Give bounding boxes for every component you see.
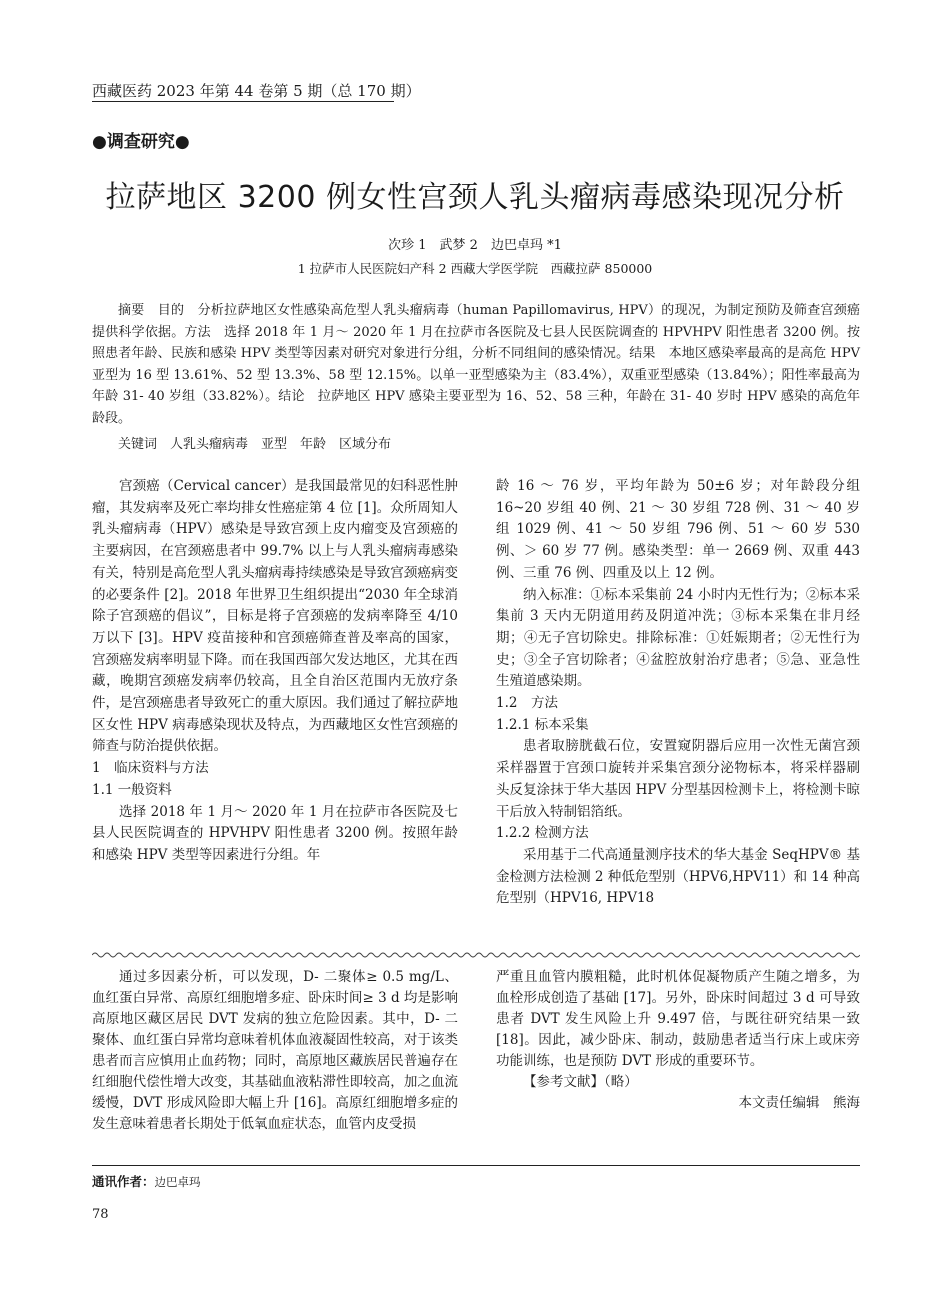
journal-header: 西藏医药 2023 年第 44 卷第 5 期（总 170 期）	[92, 82, 421, 100]
dvt-paragraph-cont: 严重且血管内膜粗糙，此时机体促凝物质产生随之增多，为血栓形成创造了基础 [17]。另外，卧床时间超过 3 d 可导致患者 DVT 发生风险上升 9.497 倍，与既往研究结果一致 [18]。因此，减少卧床、制动，鼓励患者适当行床上或床旁功能训练，也是预防 DVT 形成的重要环节。	[496, 969, 860, 1069]
affiliation: 1 拉萨市人民医院妇产科 2 西藏大学医学院 西藏拉萨 850000	[297, 261, 653, 276]
heading-1-2-1: 1.2.1 标本采集	[496, 716, 589, 733]
lower-right-column	[496, 967, 860, 1114]
article-title: 拉萨地区 3200 例女性宫颈人乳头瘤病毒感染现况分析	[105, 180, 845, 215]
wavy-divider	[92, 951, 860, 959]
sampling-paragraph: 患者取膀胱截石位，安置窥阴器后应用一次性无菌宫颈采样器置于宫颈口旋转并采集宫颈分泌物标本，将采样器刷头反复涂抹于华大基因 HPV 分型基因检测卡上，将检测卡晾干后放入特制铝箔纸。	[496, 738, 860, 820]
corresponding-author	[92, 1172, 201, 1190]
responsible-editor: 本文责任编辑 熊海	[738, 1095, 860, 1111]
left-column	[92, 476, 458, 867]
heading-1-2-2: 1.2.2 检测方法	[496, 825, 589, 842]
right-column	[496, 476, 860, 910]
corr-label: 通讯作者：	[92, 1174, 155, 1189]
corr-name: 边巴卓玛	[154, 1175, 201, 1189]
references-note: 【参考文献】（略）	[523, 1074, 638, 1090]
section-label: ●调查研究●	[92, 132, 190, 152]
header-rule	[92, 101, 394, 102]
dvt-paragraph: 通过多因素分析，可以发现，D- 二聚体≥ 0.5 mg/L、血红蛋白异常、高原红细胞增多症、卧床时间≥ 3 d 均是影响高原地区藏区居民 DVT 发病的独立危险因素。其中，D- 二聚体、血红蛋白异常均意味着机体血液凝固性较高，对于该类患者而言应慎用止血药物；同时，高原地区藏族居民普遍存在红细胞代偿性增大改变，其基础血液粘滞性即较高，加之血流缓慢，DVT 形成风险即大幅上升 [16]。高原红细胞增多症的发生意味着患者长期处于低氧血症状态，血管内皮受损	[92, 969, 458, 1132]
keywords: 关键词 人乳头瘤病毒 亚型 年龄 区域分布	[118, 437, 392, 452]
abstract: 摘要 目的 分析拉萨地区女性感染高危型人乳头瘤病毒（human Papillomavirus, HPV）的现况，为制定预防及筛查宫颈癌提供科学依据。方法 选择 2018 年 1 月～ 2020 年 1 月在拉萨市各医院及七县人民医院调查的 HPVHPV 阳性患者 3200 例。按照患者年龄、民族和感染 HPV 类型等因素对研究对象进行分组，分析不同组间的感染情况。结果 本地区感染率最高的是高危 HPV 亚型为 16 型 13.61%、52 型 13.3%、58 型 12.15%。以单一亚型感染为主（83.4%），双重亚型感染（13.84%）；阳性率最高为年龄 31- 40 岁组（33.82%）。结论 拉萨地区 HPV 感染主要亚型为 16、52、58 三种，年龄在 31- 40 岁时 HPV 感染的高危年龄段。	[92, 303, 860, 426]
criteria-paragraph: 纳入标准：①标本采集前 24 小时内无性行为；②标本采集前 3 天内无阴道用药及阴道冲洗；③标本采集在非月经期；④无子宫切除史。排除标准：①妊娠期者；②无性行为史；③全子宫切除者；④盆腔放射治疗患者；⑤急、亚急性生殖道感染期。	[496, 586, 860, 690]
heading-1: 1 临床资料与方法	[92, 760, 209, 777]
page-number: 78	[92, 1207, 109, 1222]
footer-rule	[92, 1165, 860, 1166]
authors: 次珍 1 武梦 2 边巴卓玛 *1	[388, 238, 562, 253]
detection-paragraph: 采用基于二代高通量测序技术的华大基金 SeqHPV® 基金检测方法检测 2 种低危型别（HPV6,HPV11）和 14 种高危型别（HPV16, HPV18	[496, 846, 860, 907]
general-data-paragraph: 选择 2018 年 1 月～ 2020 年 1 月在拉萨市各医院及七县人民医院调查的 HPVHPV 阳性患者 3200 例。按照年龄和感染 HPV 类型等因素进行分组。年	[92, 803, 458, 863]
intro-paragraph: 宫颈癌（Cervical cancer）是我国最常见的妇科恶性肿瘤，其发病率及死亡率均排女性癌症第 4 位 [1]。众所周知人乳头瘤病毒（HPV）感染是导致宫颈上皮内瘤变及宫颈癌的主要病因，在宫颈癌患者中 99.7% 以上与人乳头瘤病毒感染有关，特别是高危型人乳头瘤病毒持续感染是导致宫颈癌病变的必要条件 [2]。2018 年世界卫生组织提出“2030 年全球消除子宫颈癌的倡议”，目标是将子宫颈癌的发病率降至 4/10 万以下 [3]。HPV 疫苗接种和宫颈癌筛查普及率高的国家，宫颈癌发病率明显下降。而在我国西部欠发达地区，尤其在西藏，晚期宫颈癌发病率仍较高，且全自治区范围内无放疗条件，是宫颈癌患者导致死亡的重大原因。我们通过了解拉萨地区女性 HPV 病毒感染现状及特点，为西藏地区女性宫颈癌的筛查与防治提供依据。	[92, 478, 458, 755]
heading-1-1: 1.1 一般资料	[92, 781, 172, 798]
age-groups-paragraph: 龄 16 ～ 76 岁，平均年龄为 50±6 岁；对年龄段分组 16~20 岁组 40 例、21 ～ 30 岁组 728 例、31 ～ 40 岁组 1029 例、41 ～ 50 岁组 796 例、51 ～ 60 岁 530 例、＞ 60 岁 77 例。感染类型：单一 2669 例、双重 443 例、三重 76 例、四重及以上 12 例。	[496, 478, 860, 581]
heading-1-2: 1.2 方法	[496, 695, 558, 712]
lower-left-column	[92, 967, 458, 1135]
